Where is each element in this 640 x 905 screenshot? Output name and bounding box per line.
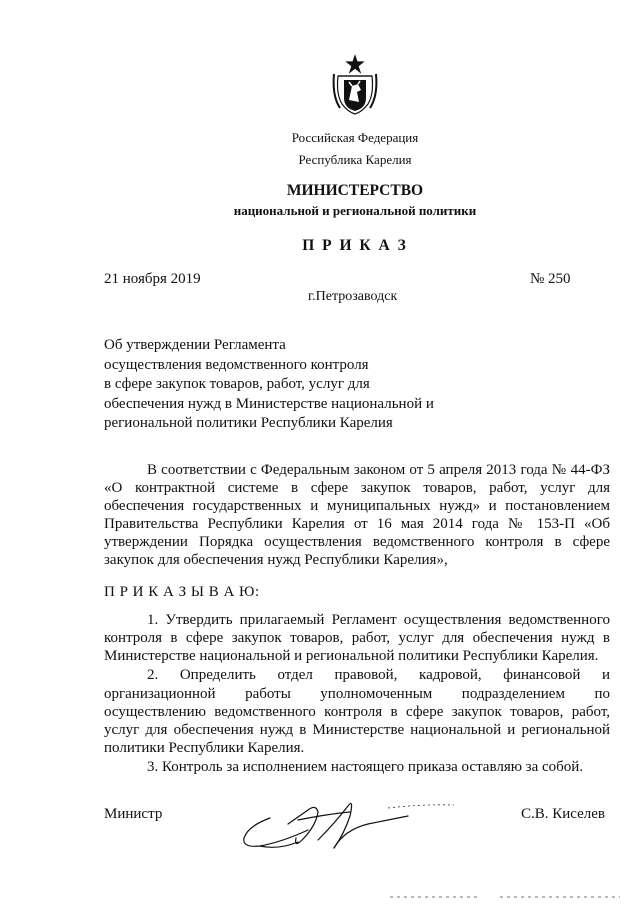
preamble-line: закупок для обеспечения нужд Республики Карелия», [104,552,448,568]
ministry-subtitle: национальной и региональной политики [233,203,477,218]
subject-line: в сфере закупок товаров, работ, услуг для [104,376,370,392]
order-word: П Р И К А З Ы В А Ю: [104,584,260,600]
preamble-line: «О контрактной системе в сфере закупок товаров, работ, услуг для [104,480,610,496]
item-1-line: контроля в сфере закупок товаров, работ, услуг для обеспечения нужд в [104,630,610,646]
subject-line: осуществления ведомственного контроля [104,356,369,373]
footer-scan-marks [390,893,620,901]
item-2-line: организационной работы уполномоченным подразделением по [104,686,610,702]
subject-line: региональной политики Республики Карелия [104,415,393,431]
order-number: № 250 [530,271,571,287]
subject-line: обеспечения нужд в Министерстве национальной и [104,395,434,412]
ministry-title: МИНИСТЕРСТВО [286,182,424,199]
item-2-line: 2. Определить отдел правовой, кадровой, финансовой и [147,667,610,683]
order-city: г.Петрозаводск [308,289,398,304]
country-name: Российская Федерация [291,130,419,145]
preamble-line: утверждении Порядка осуществления ведомственного контроля в сфере [104,534,610,550]
signatory-position: Министр [104,806,163,822]
item-1-line: 1. Утвердить прилагаемый Регламент осуществления ведомственного [147,612,610,628]
item-3-line: 3. Контроль за исполнением настоящего приказа оставляю за собой. [147,759,584,775]
handwritten-signature [238,790,468,860]
item-2-line: осуществлению ведомственного контроля в сфере закупок товаров, работ, [104,704,610,720]
preamble-line: Правительства Республики Карелия от 16 мая 2014 года № 153-П «Об [104,516,610,532]
order-subject [104,336,434,434]
order-title: П Р И К А З [302,237,408,254]
item-2-line: политики Республики Карелия. [104,740,305,756]
republic-name: Республика Карелия [298,152,412,167]
order-date: 21 ноября 2019 [104,271,201,287]
subject-line: Об утверждении Регламента [104,337,286,353]
signatory-name: С.В. Киселев [521,806,606,822]
item-2-line: услуг для обеспечения нужд в Министерстве национальной и региональной [104,722,610,738]
preamble-line: обеспечения государственных и муниципальных нужд» и постановлением [104,498,610,514]
preamble-line: В соответствии с Федеральным законом от 5 апреля 2013 года № 44-ФЗ [147,462,610,478]
coat-of-arms-emblem [332,54,378,116]
item-1-line: Министерстве национальной и региональной политики Республики Карелия. [104,648,599,664]
